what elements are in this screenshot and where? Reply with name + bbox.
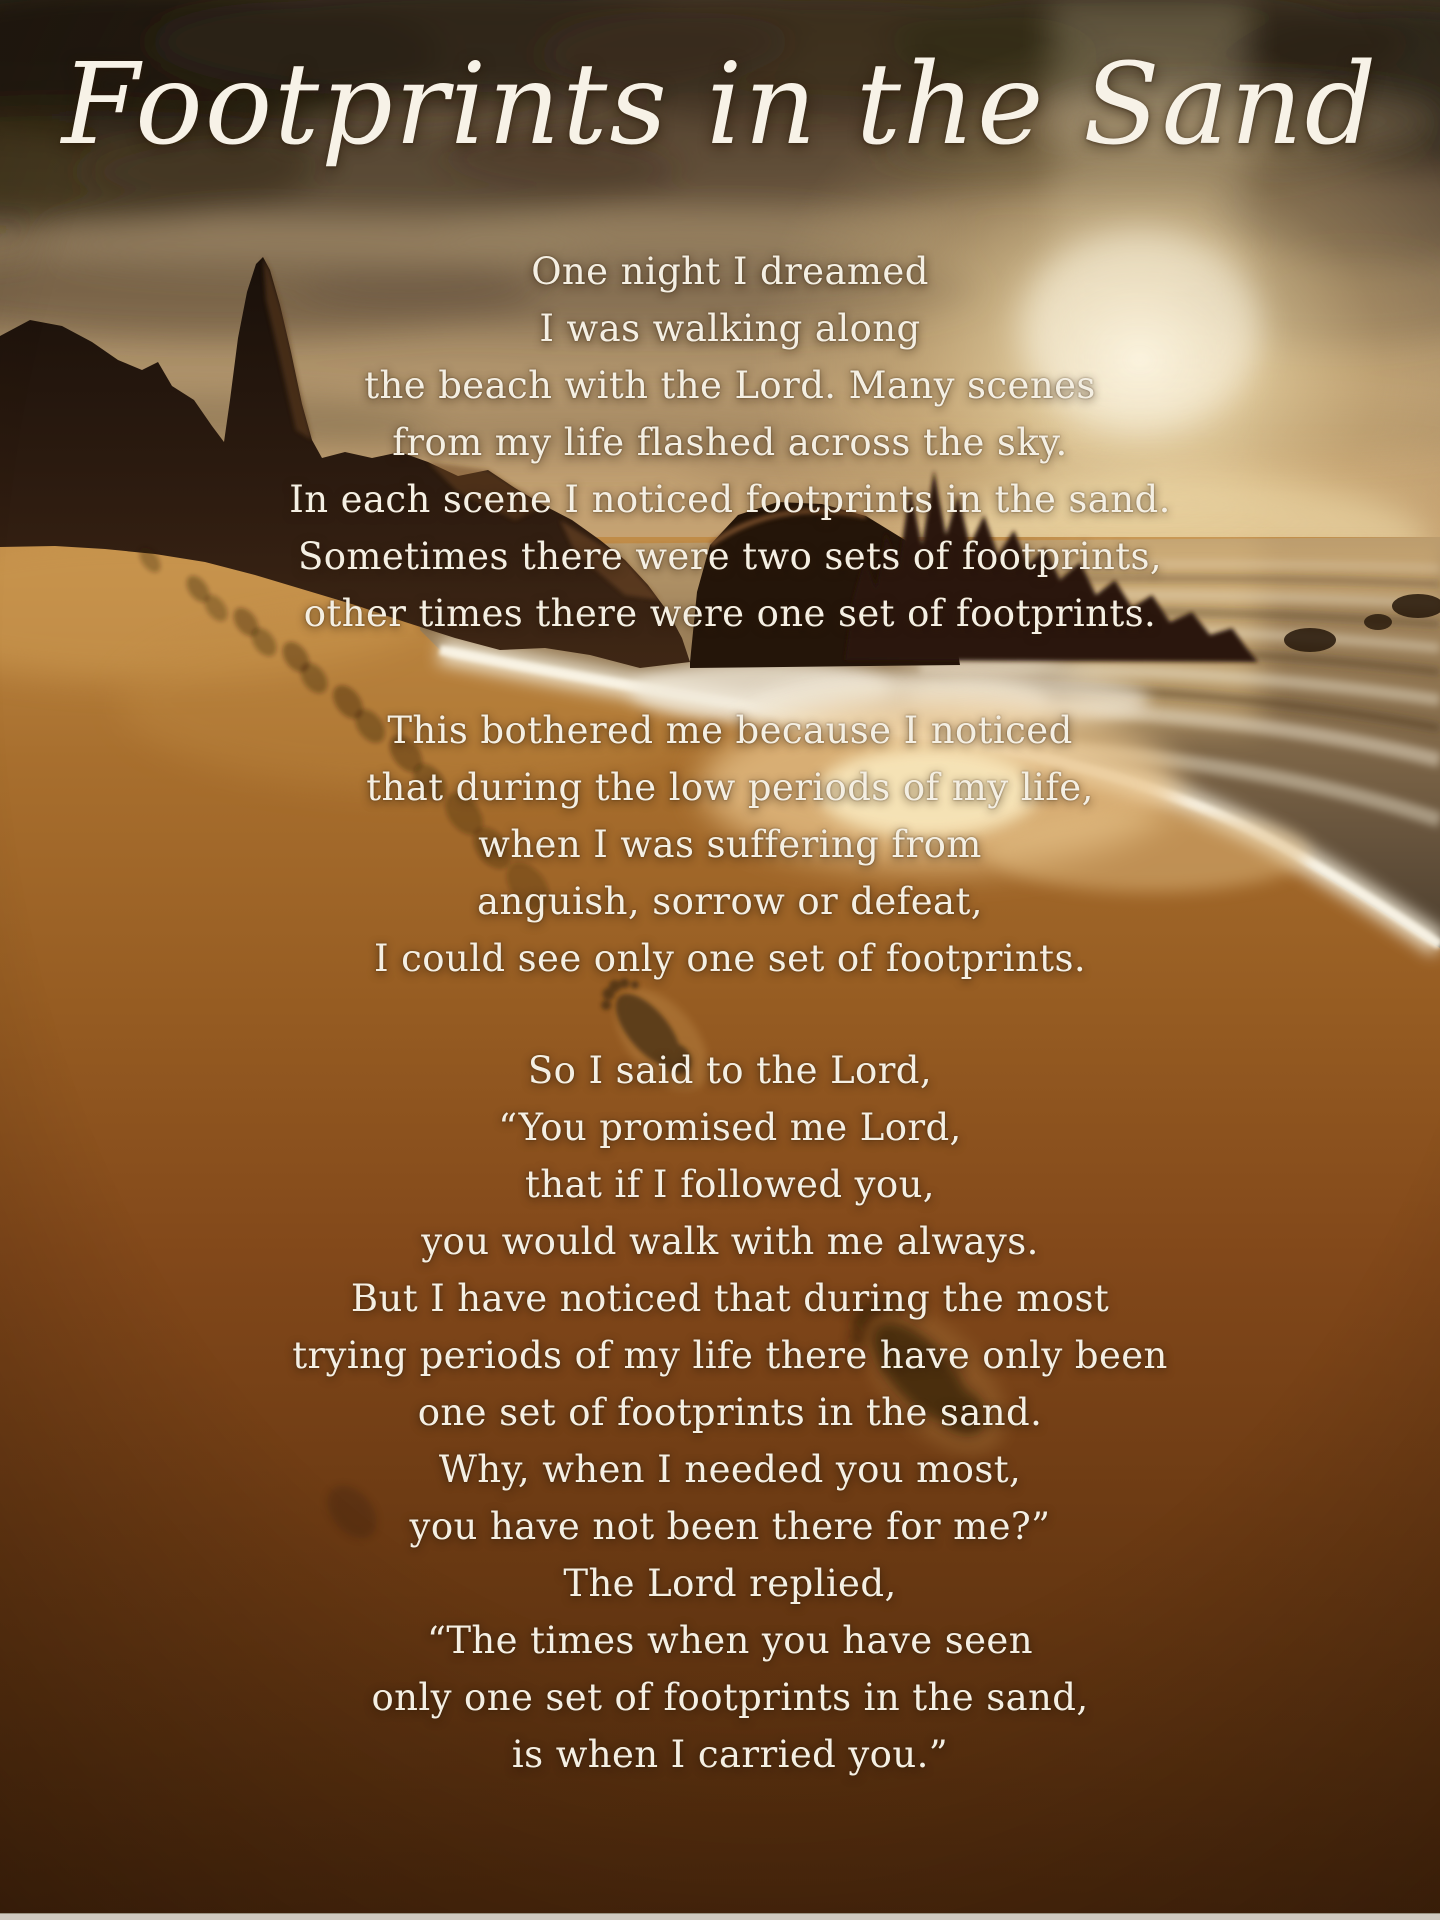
poem-line: In each scene I noticed footprints in the sand. bbox=[289, 478, 1171, 521]
poem-line: trying periods of my life there have only been bbox=[292, 1334, 1168, 1377]
poem-line: I was walking along bbox=[539, 307, 921, 350]
poem-line: only one set of footprints in the sand, bbox=[371, 1676, 1089, 1719]
poem-line: you would walk with me always. bbox=[421, 1220, 1039, 1263]
poem-stanza-1 bbox=[10, 243, 1440, 642]
poem-line: that during the low periods of my life, bbox=[366, 766, 1094, 809]
poem-stanza-3 bbox=[10, 1042, 1440, 1783]
poem-line: from my life flashed across the sky. bbox=[392, 421, 1068, 464]
poem-line: anguish, sorrow or defeat, bbox=[477, 880, 983, 923]
poem-stanza-2 bbox=[10, 702, 1440, 987]
poem-line: “You promised me Lord, bbox=[498, 1106, 962, 1149]
poem-line: I could see only one set of footprints. bbox=[373, 937, 1086, 980]
poem-line: other times there were one set of footprints. bbox=[303, 592, 1157, 635]
poem-line: when I was suffering from bbox=[478, 823, 982, 866]
poem-line: The Lord replied, bbox=[563, 1562, 897, 1605]
poem-line: is when I carried you.” bbox=[511, 1733, 949, 1776]
poem-line: one set of footprints in the sand. bbox=[417, 1391, 1043, 1434]
poem-line: Sometimes there were two sets of footprints, bbox=[297, 535, 1163, 578]
poem-line: One night I dreamed bbox=[531, 250, 929, 293]
window-edge-strip bbox=[0, 1913, 1440, 1920]
poem-line: you have not been there for me?” bbox=[409, 1505, 1051, 1548]
poem-line: “The times when you have seen bbox=[427, 1619, 1033, 1662]
poem-line: But I have noticed that during the most bbox=[350, 1277, 1110, 1320]
poem-line: the beach with the Lord. Many scenes bbox=[364, 364, 1096, 407]
poem-line: Why, when I needed you most, bbox=[438, 1448, 1022, 1491]
poem-line: So I said to the Lord, bbox=[527, 1049, 933, 1092]
poem-line: that if I followed you, bbox=[525, 1163, 935, 1206]
poem-line: This bothered me because I noticed bbox=[387, 709, 1073, 752]
poem-title: Footprints in the Sand bbox=[61, 40, 1379, 170]
